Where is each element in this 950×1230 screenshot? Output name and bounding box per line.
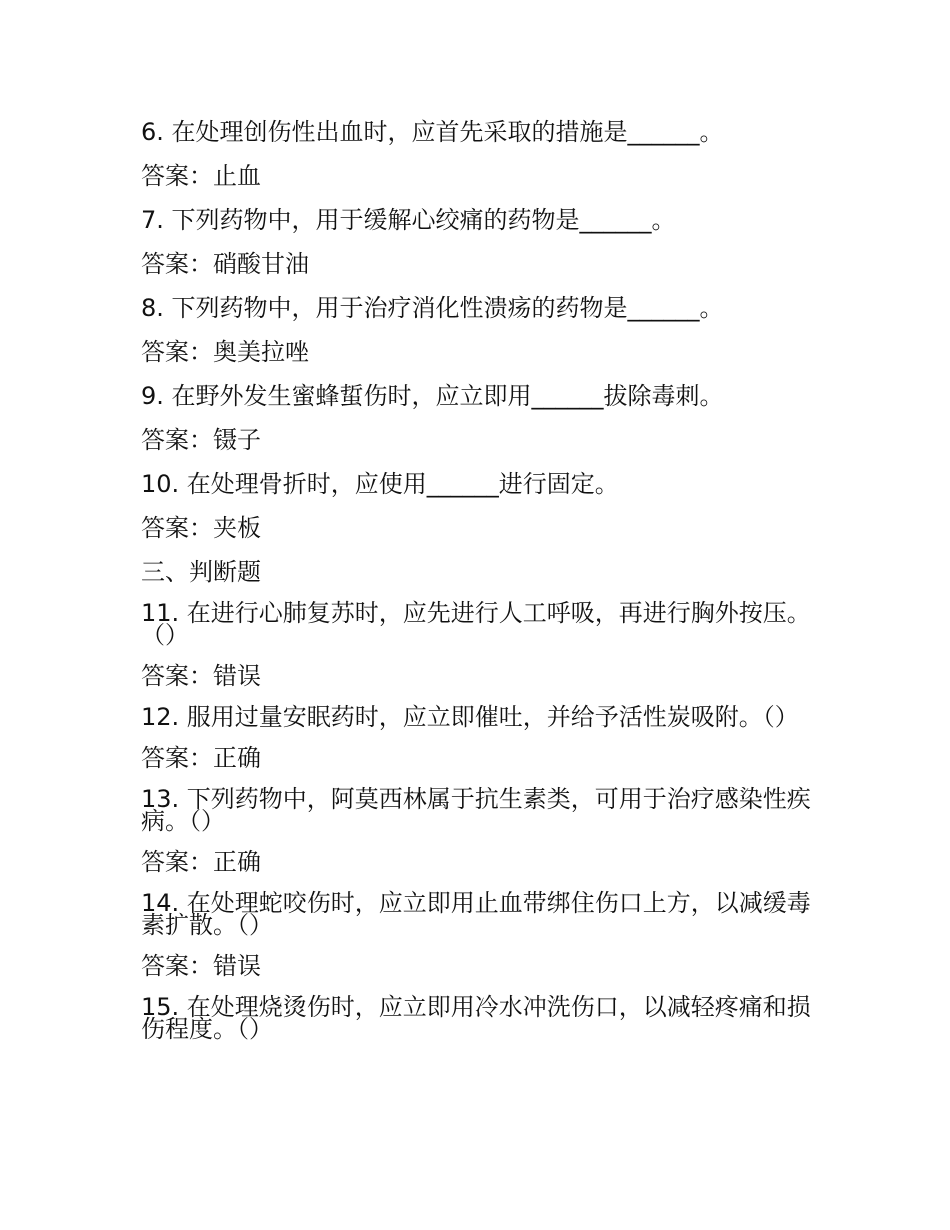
question-10: 10. 在处理骨折时，应使用______进行固定。 [141, 470, 619, 498]
question-12: 12. 服用过量安眠药时，应立即催吐，并给予活性炭吸附。（） [141, 703, 799, 731]
answer-13: 答案：正确 [141, 848, 261, 876]
question-15: 15. 在处理烧烫伤时，应立即用冷水冲洗伤口，以减轻疼痛和损伤程度。（） [141, 993, 811, 1043]
question-13: 13. 下列药物中，阿莫西林属于抗生素类，可用于治疗感染性疾病。（） [141, 785, 811, 835]
document-page [141, 118, 821, 1043]
answer-7: 答案：硝酸甘油 [141, 250, 309, 278]
question-7: 7. 下列药物中，用于缓解心绞痛的药物是______。 [141, 206, 676, 234]
section-title: 三、判断题 [141, 558, 261, 586]
answer-6: 答案：止血 [141, 162, 261, 190]
answer-14: 答案：错误 [141, 952, 261, 980]
question-9: 9. 在野外发生蜜蜂蜇伤时，应立即用______拔除毒刺。 [141, 382, 724, 410]
answer-12: 答案：正确 [141, 744, 261, 772]
answer-9: 答案：镊子 [141, 426, 261, 454]
question-6: 6. 在处理创伤性出血时，应首先采取的措施是______。 [141, 118, 724, 146]
answer-8: 答案：奥美拉唑 [141, 338, 309, 366]
answer-10: 答案：夹板 [141, 514, 261, 542]
question-8: 8. 下列药物中，用于治疗消化性溃疡的药物是______。 [141, 294, 724, 322]
question-11: 11. 在进行心肺复苏时，应先进行人工呼吸，再进行胸外按压。（） [141, 599, 811, 649]
answer-11: 答案：错误 [141, 662, 261, 690]
question-14: 14. 在处理蛇咬伤时，应立即用止血带绑住伤口上方，以减缓毒素扩散。（） [141, 889, 811, 939]
